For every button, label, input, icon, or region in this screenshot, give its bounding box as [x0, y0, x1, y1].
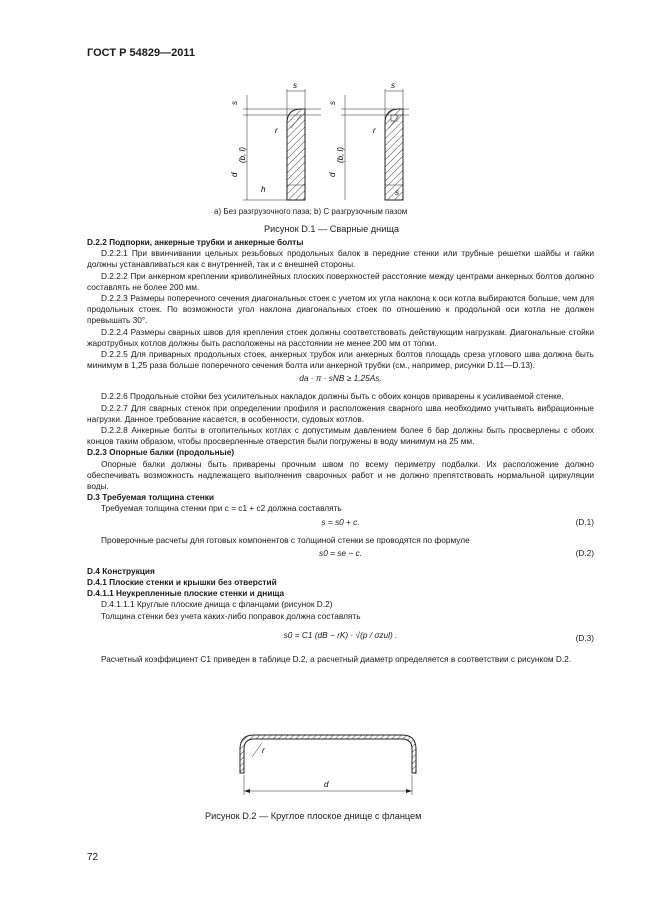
figure-d1-drawing	[215, 75, 440, 210]
weld-head-a	[243, 89, 321, 200]
label-rk-a: r	[275, 126, 278, 135]
label-s-b: s	[395, 188, 399, 197]
figure-d2-caption: Рисунок D.2 — Круглое плоское днище с фланцем	[205, 811, 422, 821]
paragraph: Проверочные расчеты для готовых компонентов с толщиной стенки se проводятся по формуле	[101, 534, 470, 545]
main-text	[87, 237, 594, 665]
paragraph: Расчетный коэффициент C1 приведен в таблице D.2, а расчетный диаметр определяется в соответствии с рисунком D.2.	[101, 653, 572, 664]
section-title: D.4.1 Плоские стенки и крышки без отверстий	[87, 577, 277, 588]
formula-number: (D.3)	[575, 632, 594, 643]
page-number: 72	[87, 852, 99, 863]
formula-number: (D.1)	[575, 516, 594, 527]
paragraph: D.2.2.6 Продольные стойки без усилительных накладок должны быть с обоих концов приварены к усиливаемой стенке.	[101, 391, 564, 402]
paragraph: D.2.2.5 Для приварных продольных стоек, анкерных трубок или анкерных болтов площадь среза углового шва должна быть минимум в 1,25 раза больше поперечного сечения болта или анкерной трубки (см., например, рисунки D.11—D.13).	[87, 349, 594, 371]
paragraph: Опорные балки должны быть приварены прочным швом по всему периметру подбалки. Их расположение должно обеспечивать возможность надлежащего выполнения сварочных работ и не должно препятствовать нормальной циркуляции воды.	[87, 458, 594, 492]
paragraph: D.2.2.3 Размеры поперечного сечения диагональных стоек с учетом их угла наклона к оси котла выбираются больше, чем для продольных стоек. По возможности угол наклона диагональных стоек по отношению к продольной оси котла не должен превышать 30°.	[87, 293, 594, 326]
paragraph: D.2.2.2 При анкерном креплении криволинейных плоских поверхностей расстояние между центрами анкерных болтов должно составлять не более 200 мм.	[87, 270, 594, 292]
label-db-b: d	[328, 172, 337, 177]
document-code: ГОСТ Р 54829—2011	[87, 47, 195, 59]
formula-row	[87, 373, 594, 389]
figure-d1-caption: Рисунок D.1 — Сварные днища	[264, 224, 399, 234]
label-rk-b: r	[373, 126, 376, 135]
formula: s = s0 + c.	[321, 516, 360, 527]
paragraph: D.2.2.7 Для сварных стенок при определении профиля и расположения сварного шва необходимо учитывать вибрационные нагрузки. Данное требование касается, в особенности, судовых котлов.	[87, 402, 594, 424]
figure-d1-subcaption: a) Без разгрузочного паза; b) С разгрузочным пазом	[214, 207, 408, 216]
label-rk: r	[262, 746, 265, 755]
label-db: d	[324, 780, 329, 789]
paragraph: D.2.2.1 При ввинчивании цельных резьбовых продольных балок в передние стенки или трубные решетки шайбы и гайки должны устанавливаться как с внутренней, так и с внешней стороны.	[87, 248, 594, 270]
formula: s0 = C1 (dB − rK) · √(p / σzul) .	[283, 629, 398, 640]
formula: s0 = se − c.	[319, 547, 362, 558]
label-s2-a: s	[230, 101, 239, 105]
label-bl-b: (b, l)	[336, 147, 345, 163]
label-s2-b: s	[328, 101, 337, 105]
section-title: D.4.1.1 Неукрепленные плоские стенки и днища	[87, 588, 285, 599]
formula-row	[87, 548, 594, 564]
paragraph: Требуемая толщина стенки при c = c1 + c2 должна составлять	[101, 503, 342, 514]
section-title: D.2.2 Подпорки, анкерные трубки и анкерные болты	[87, 237, 304, 247]
section-title: D.4 Конструкция	[87, 565, 155, 576]
paragraph: D.2.2.4 Размеры сварных швов для крепления стоек должны соответствовать действующим нагрузкам. Диагональные стойки жаротрубных котлов должны быть расположены на расстоянии не менее 200 мм от топки.	[87, 326, 594, 348]
paragraph: D.4.1.1.1 Круглые плоские днища с фланцами (рисунок D.2)	[101, 599, 333, 610]
paragraph: Толщина стенки без учета каких-либо поправок должна составлять	[101, 610, 361, 621]
section-title: D.2.3 Опорные балки (продольные)	[87, 447, 235, 458]
flanged-head	[240, 735, 416, 773]
label-db-a: d	[230, 172, 239, 177]
formula-number: (D.2)	[575, 547, 594, 558]
section-title: D.3 Требуемая толщина стенки	[87, 492, 215, 503]
formula-row	[87, 517, 594, 533]
figure-d2-drawing	[228, 727, 428, 807]
label-s-a: s	[293, 81, 297, 90]
formula-row	[87, 624, 594, 652]
label-bl-a: (b, l)	[238, 147, 247, 163]
label-s1-b: s	[391, 81, 395, 90]
label-hb-a: h	[261, 185, 266, 194]
formula: da · π · sNB ≥ 1,25As.	[299, 373, 382, 384]
paragraph: D.2.2.8 Анкерные болты в отопительных котлах с допустимым давлением более 6 бар должны быть просверлены с обоих концов таким образом, чтобы просверленные отверстия были погружены в воду минимум на 25 мм.	[87, 425, 594, 447]
weld-head-b	[341, 89, 409, 200]
